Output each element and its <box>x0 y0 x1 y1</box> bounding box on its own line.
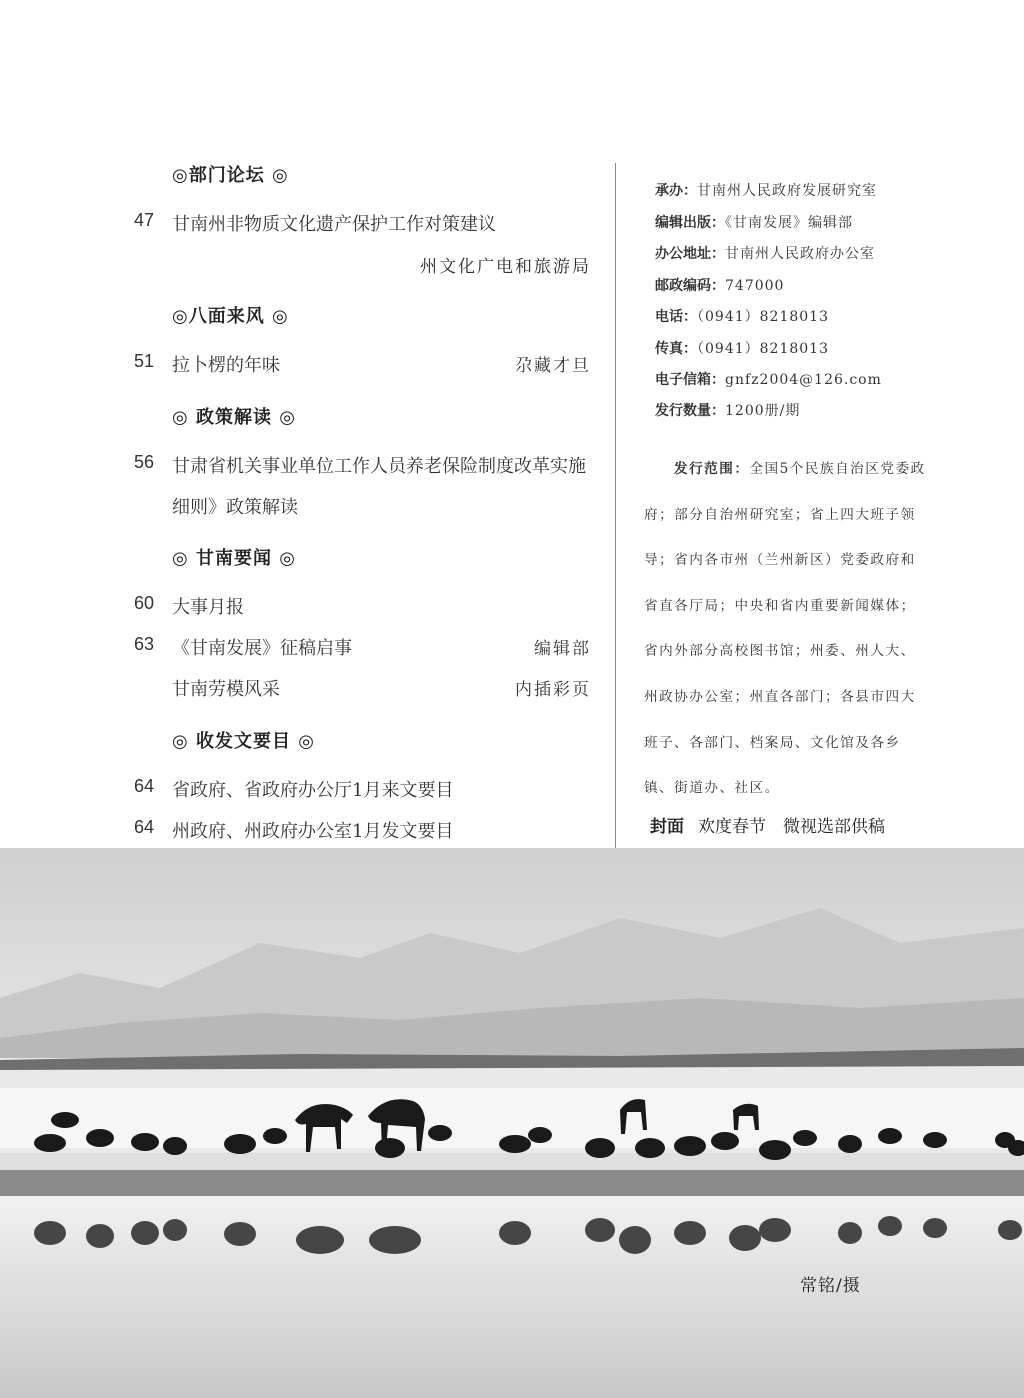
info-value: 甘南州人民政府办公室 <box>725 246 875 262</box>
distribution-scope <box>644 447 929 812</box>
info-label: 电话： <box>655 309 697 325</box>
info-row-editor <box>655 212 995 232</box>
section-heading-dept-forum: ◎部门论坛 ◎ <box>172 165 289 186</box>
info-value: 甘南州人民政府发展研究室 <box>697 183 877 199</box>
info-row-email <box>655 369 995 389</box>
info-row-fax <box>655 338 995 358</box>
toc-entry[interactable] <box>0 634 600 662</box>
info-value: 1200册/期 <box>725 403 801 419</box>
info-label: 邮政编码： <box>655 278 725 294</box>
column-divider <box>615 163 616 848</box>
page-number: 47 <box>134 210 155 230</box>
toc-entry[interactable] <box>0 351 600 379</box>
entry-author: 尕藏才旦 <box>515 356 591 376</box>
cover-label: 封面 <box>650 817 684 837</box>
section-heading-gannan-news: ◎ 甘南要闻 ◎ <box>172 548 296 569</box>
entry-title: 甘肃省机关事业单位工作人员养老保险制度改革实施 <box>172 456 586 477</box>
entry-title: 甘南劳模风采 <box>172 679 280 700</box>
page-number: 64 <box>134 817 155 837</box>
cover-text: 欢度春节 微视选部供稿 <box>698 817 885 837</box>
distribution-text: 全国5个民族自治区党委政府；部分自治州研究室；省上四大班子领导；省内各市州（兰州新区）党委政府和省直各厅局；中央和省内重要新闻媒体；省内外部分高校图书馆；州委、州人大、州政协办公室；州直各部门；各县市四大班子、各部门、档案局、文化馆及各乡镇、街道办、社区。 <box>644 461 926 797</box>
entry-title: 《甘南发展》征稿启事 <box>172 638 352 659</box>
page-number: 51 <box>134 351 155 371</box>
info-label: 电子信箱： <box>655 372 725 388</box>
entry-author: 编辑部 <box>534 639 591 659</box>
info-label: 传真： <box>655 341 697 357</box>
info-value[interactable]: gnfz2004@126.com <box>725 372 882 388</box>
page-number: 63 <box>134 634 155 654</box>
photo-credit: 常铭/摄 <box>800 1276 861 1296</box>
info-value: （0941）8218013 <box>697 309 829 325</box>
landscape-photo <box>0 848 1024 1398</box>
page-number: 56 <box>134 452 155 472</box>
distribution-label: 发行范围： <box>674 461 750 477</box>
page-number: 64 <box>134 776 155 796</box>
entry-title: 省政府、省政府办公厅1月来文要目 <box>172 780 454 801</box>
section-heading-documents: ◎ 收发文要目 ◎ <box>172 731 315 752</box>
info-value: 《甘南发展》编辑部 <box>725 215 853 231</box>
toc-entry[interactable] <box>0 817 600 845</box>
info-value: 747000 <box>725 278 785 294</box>
shoreline <box>0 1170 1024 1196</box>
info-value: （0941）8218013 <box>697 341 829 357</box>
info-row-phone <box>655 306 995 326</box>
info-row-postcode <box>655 275 995 295</box>
toc-entry[interactable] <box>0 776 600 804</box>
toc-entry[interactable] <box>0 210 600 238</box>
section-heading-policy: ◎ 政策解读 ◎ <box>172 407 296 428</box>
entry-title: 细则》政策解读 <box>172 497 298 518</box>
toc-entry[interactable] <box>0 452 600 480</box>
info-label: 办公地址： <box>655 246 725 262</box>
entry-title: 甘南州非物质文化遗产保护工作对策建议 <box>172 214 496 235</box>
info-row-circulation <box>655 400 995 420</box>
entry-author: 内插彩页 <box>515 680 591 700</box>
info-label: 发行数量： <box>655 403 725 419</box>
entry-title: 大事月报 <box>172 597 244 618</box>
toc-entry-continuation[interactable] <box>0 493 600 521</box>
info-label: 编辑出版： <box>655 215 725 231</box>
table-of-contents <box>0 0 615 848</box>
entry-title: 州政府、州政府办公室1月发文要目 <box>172 821 454 842</box>
entry-title: 拉卜楞的年味 <box>172 355 280 376</box>
cover-note <box>650 812 885 837</box>
info-row-address <box>655 243 995 263</box>
info-row-organizer <box>655 180 995 200</box>
info-label: 承办： <box>655 183 697 199</box>
section-heading-eight-winds: ◎八面来风 ◎ <box>172 306 289 327</box>
toc-entry[interactable] <box>0 593 600 621</box>
toc-entry[interactable] <box>0 675 600 703</box>
page-number: 60 <box>134 593 155 613</box>
entry-author: 州文化广电和旅游局 <box>420 257 591 277</box>
